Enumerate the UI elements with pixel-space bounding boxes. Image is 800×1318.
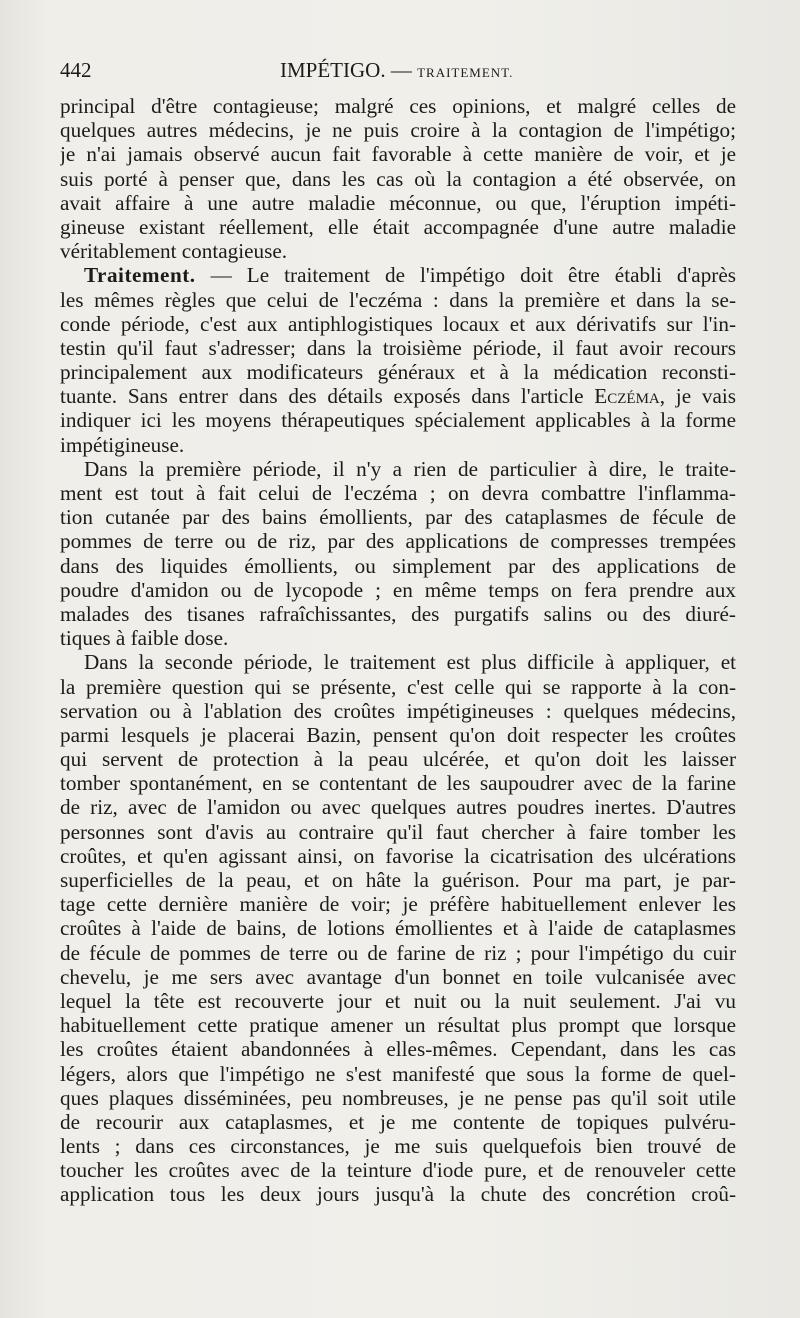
text-line: je n'ai jamais observé aucun fait favorable à cette manière de voir, et je: [60, 142, 736, 167]
text-line: gineuse existant réellement, elle était accompagnée d'une autre maladie: [60, 214, 736, 239]
text-line: suis porté à penser que, dans les cas où la contagion a été observée, on: [60, 166, 736, 191]
text-line: ment est tout à fait celui de l'eczéma ; on devra combattre l'inflamma-: [60, 481, 736, 505]
paragraph-traitement: [60, 263, 736, 457]
text-line: principalement aux modificateurs généraux et à la médication reconsti-: [60, 360, 736, 385]
text-line: véritablement contagieuse.: [60, 239, 288, 264]
text-line: tion cutanée par des bains émollients, par des cataplasmes de fécule de: [60, 505, 736, 530]
cross-reference: Eczéma: [594, 384, 660, 409]
text-line: qui servent de protection à la peau ulcérée, et qu'on doit les laisser: [60, 747, 736, 772]
text-line: pommes de terre ou de riz, par des applications de compresses trempées: [60, 529, 736, 554]
text-line: testin qu'il faut s'adresser; dans la troisième période, il faut avoir recours: [60, 335, 736, 360]
paragraph-seconde-periode: [60, 650, 736, 1206]
text-line: de recourir aux cataplasmes, et je me contente de topiques pulvéru-: [60, 1109, 736, 1134]
text-line: indiquer ici les moyens thérapeutiques spécialement applicables à la forme: [60, 408, 736, 433]
text-line: croûtes, et qu'en agissant ainsi, on favorise la cicatrisation des ulcérations: [60, 843, 736, 868]
text-span: , je vais: [659, 384, 736, 409]
text-line: ques plaques disséminées, peu nombreuses, je ne pense pas qu'il soit utile: [60, 1085, 736, 1110]
text-line: les croûtes étaient abandonnées à elles-mêmes. Cependant, dans les cas: [60, 1037, 736, 1062]
header-section: TRAITEMENT.: [417, 65, 514, 80]
text-line: principal d'être contagieuse; malgré ces opinions, et malgré celles de: [60, 94, 736, 118]
text-line: tage cette dernière manière de voir; je préfère habituellement enlever les: [60, 892, 736, 917]
text-line: application tous les deux jours jusqu'à la chute des concrétion croû-: [60, 1182, 736, 1207]
text-line: la première question qui se présente, c'est celle qui se rapporte à la con-: [60, 674, 736, 699]
text-line: malades des tisanes rafraîchissantes, des purgatifs salins ou des diuré-: [60, 601, 736, 626]
paragraph-premiere-periode: [60, 457, 736, 651]
text-span: — Le traitement de l'impétigo doit être établi d'après: [195, 263, 736, 288]
text-line: quelques autres médecins, je ne puis croire à la contagion de l'impétigo;: [60, 118, 736, 143]
header-title: IMPÉTIGO.: [280, 58, 386, 82]
text-line: dans des liquides émollients, ou simplement par des applications de: [60, 553, 736, 578]
body-text: [60, 94, 736, 1207]
text-line: de fécule de pommes de terre ou de farine de riz ; pour l'impétigo du cuir: [60, 940, 736, 965]
section-heading: Traitement.: [84, 263, 196, 288]
text-line: Dans la première période, il n'y a rien de particulier à dire, le traite-: [84, 456, 736, 481]
text-span: tuante. Sans entrer dans des détails exposés dans l'article: [60, 384, 595, 409]
text-line: avait affaire à une autre maladie méconnue, ou que, l'éruption impéti-: [60, 190, 736, 215]
header-separator: —: [390, 58, 412, 82]
text-line: [60, 384, 736, 408]
text-line: poudre d'amidon ou de lycopode ; en même temps on fera prendre aux: [60, 577, 736, 602]
text-line: parmi lesquels je placerai Bazin, pensent qu'on doit respecter les croûtes: [60, 722, 736, 747]
text-line: lequel la tête est recouverte jour et nuit ou la nuit seulement. J'ai vu: [60, 988, 736, 1013]
text-line: tomber spontanément, en se contentant de les saupoudrer avec de la farine: [60, 771, 736, 796]
text-line: tiques à faible dose.: [60, 626, 229, 651]
text-line: [60, 263, 736, 287]
text-line: chevelu, je me sers avec avantage d'un bonnet en toile vulcanisée avec: [60, 964, 736, 989]
text-line: toucher les croûtes avec de la teinture d'iode pure, et de renouveler cette: [60, 1158, 736, 1183]
running-title: [280, 58, 513, 83]
text-line: Dans la seconde période, le traitement est plus difficile à appliquer, et: [84, 650, 736, 675]
page-number: 442: [60, 58, 92, 82]
paragraph-contagion: [60, 94, 736, 263]
text-line: conde période, c'est aux antiphlogistiques locaux et aux dérivatifs sur l'in-: [60, 311, 736, 336]
running-header: [60, 58, 740, 88]
text-line: habituellement cette pratique amener un résultat plus prompt que lorsque: [60, 1013, 736, 1038]
text-line: servation ou à l'ablation des croûtes impétigineuses : quelques médecins,: [60, 698, 736, 723]
text-line: impétigineuse.: [60, 432, 185, 457]
text-line: croûtes à l'aide de bains, de lotions émollientes et à l'aide de cataplasmes: [60, 916, 736, 941]
text-line: de riz, avec de l'amidon ou avec quelques autres poudres inertes. D'autres: [60, 795, 736, 820]
text-line: superficielles de la peau, et on hâte la guérison. Pour ma part, je par-: [60, 868, 736, 892]
text-line: les mêmes règles que celui de l'eczéma : dans la première et dans la se-: [60, 287, 736, 312]
text-line: légers, alors que l'impétigo ne s'est manifesté que sous la forme de quel-: [60, 1061, 736, 1086]
text-line: personnes sont d'avis au contraire qu'il faut chercher à faire tomber les: [60, 819, 736, 844]
text-line: lents ; dans ces circonstances, je me suis quelquefois bien trouvé de: [60, 1134, 736, 1159]
